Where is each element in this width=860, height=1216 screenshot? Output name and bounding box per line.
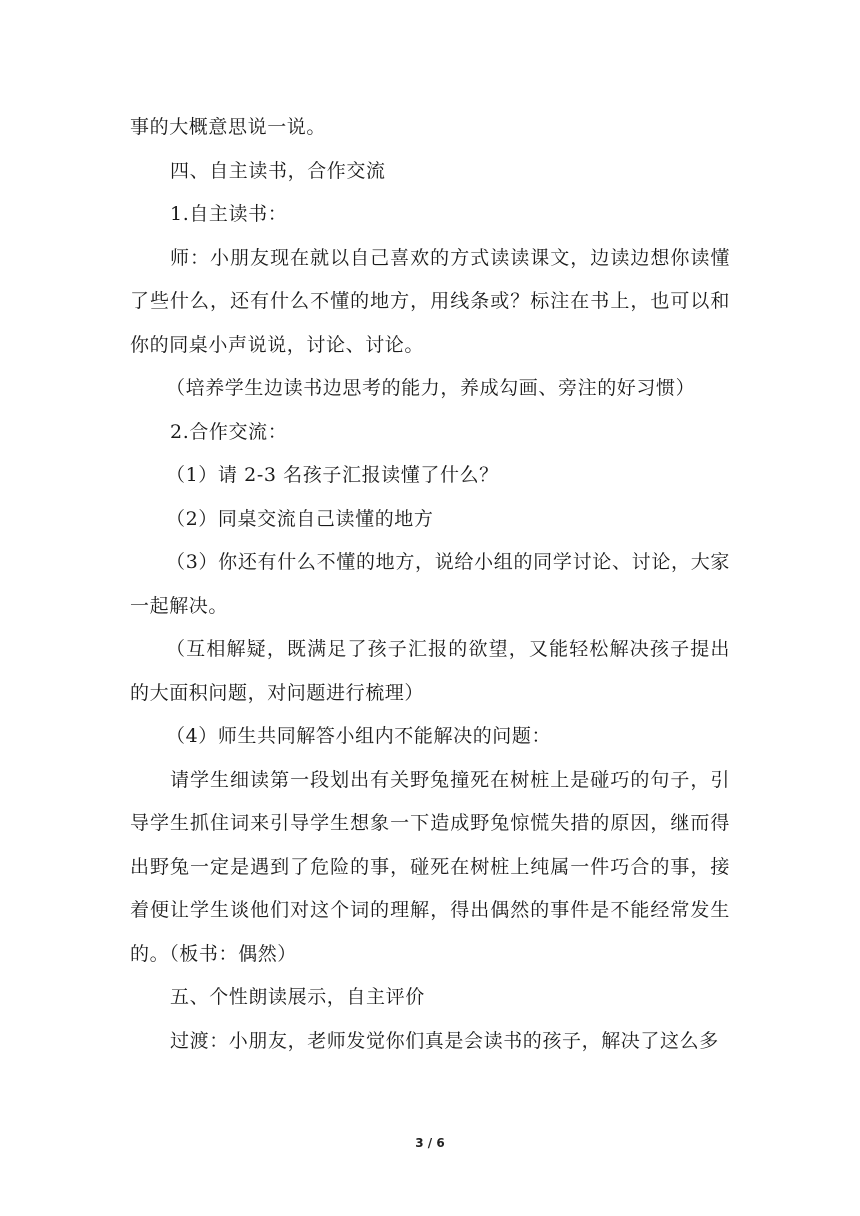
paragraph-close-reading: 请学生细读第一段划出有关野兔撞死在树桩上是碰巧的句子，引导学生抓住词来引导学生想象一下造成野兔惊慌失措的原因，继而得出野兔一定是遇到了危险的事，碰死在树桩上纯属一件巧合的事，接着便让学生谈他们对这个词的理解，得出偶然的事件是不能经常发生的。（板书：偶然） xyxy=(130,768,730,965)
list-item-4: （4）师生共同解答小组内不能解决的问题： xyxy=(166,725,552,747)
document-body xyxy=(130,106,730,1063)
section-heading-5: 五、个性朗读展示，自主评价 xyxy=(170,986,425,1008)
paragraph-continuation: 事的大概意思说一说。 xyxy=(130,116,327,138)
section-heading-4: 四、自主读书，合作交流 xyxy=(170,159,386,182)
paragraph-teacher-instruction: 师：小朋友现在就以自己喜欢的方式读读课文，边读边想你读懂了些什么，还有什么不懂的地方，用线条或？标注在书上，也可以和你的同桌小声说说，讨论、讨论。 xyxy=(130,246,730,356)
page-number: 3 / 6 xyxy=(415,1136,445,1150)
subheading-self-reading: 1.自主读书： xyxy=(170,203,288,225)
paragraph-note-mutual-questions: （互相解疑，既满足了孩子汇报的欲望，又能轻松解决孩子提出的大面积问题，对问题进行梳理） xyxy=(130,638,730,704)
subheading-cooperative-exchange: 2.合作交流： xyxy=(170,420,288,443)
list-item-2: （2）同桌交流自己读懂的地方 xyxy=(166,507,434,530)
list-item-3: （3）你还有什么不懂的地方，说给小组的同学讨论、讨论，大家一起解决。 xyxy=(130,551,730,617)
list-item-1: （1）请 2-3 名孩子汇报读懂了什么？ xyxy=(166,464,499,486)
paragraph-note-reading-habits: （培养学生边读书边思考的能力，养成勾画、旁注的好习惯） xyxy=(166,377,696,399)
paragraph-transition: 过渡：小朋友，老师发觉你们真是会读书的孩子，解决了这么多 xyxy=(170,1029,719,1052)
